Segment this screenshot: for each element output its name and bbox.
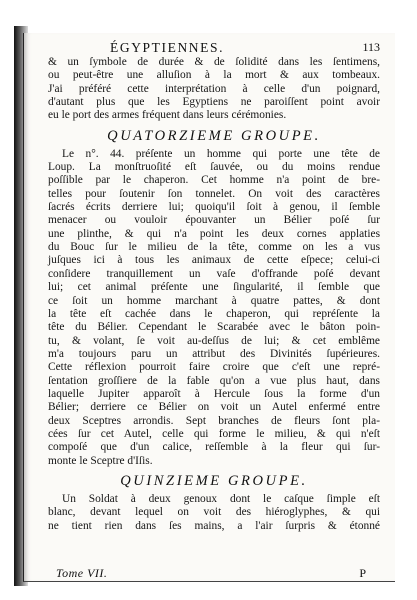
text-line: ſentation groſſiere de la fable qu'on a vue plus haut, dans <box>48 374 380 387</box>
section-heading-quinzieme: QUINZIEME GROUPE. <box>120 472 308 489</box>
text-line: eu le port des armes fréquent dans leurs cérémonies. <box>48 109 287 122</box>
text-line: telles pour ſoutenir ſon tonnelet. On voit des caractères <box>48 187 380 200</box>
text-line: Loup. La monſtruoſité eſt ſauvée, ou du moins rendue <box>48 161 380 174</box>
paragraph-quatorzieme <box>48 148 380 468</box>
section-heading-quatorzieme: QUATORZIEME GROUPE. <box>107 127 321 144</box>
text-line: & un ſymbole de durée & de ſolidité dans les ſentimens, <box>48 56 380 68</box>
text-line: tête du Bélier. Cependant le Scarabée avec le bâton poin- <box>48 321 380 334</box>
text-line: poſſible par le chaperon. Cet homme n'a point de bre- <box>48 174 380 187</box>
text-line: Cette réflexion pourroit faire croire que c'eſt une repré- <box>48 361 380 374</box>
text-line: tu, & volant, ſe voit au-deſſus de lui; & cet emblême <box>48 334 380 347</box>
volume-label: Tome VII. <box>56 566 108 580</box>
text-line: blanc, devant lequel on voit des hiéroglyphes, & qui <box>48 506 380 519</box>
page-footer <box>56 566 366 582</box>
text-line: compoſé que d'un calice, reſſemble à la fleur qui ſur- <box>48 441 380 454</box>
text-line: ſacrés écrits derriere lui; quoiqu'il ſoit à genou, il ſemble <box>48 201 380 214</box>
text-line: J'ai préféré cette interprétation à celle d'un poignard, <box>48 82 380 95</box>
signature-mark: P <box>359 566 366 580</box>
text-line: Le n°. 44. préſente un homme qui porte une tête de <box>62 147 380 160</box>
text-line: menacer ou vouloir épouvanter un Bélier poſé ſur <box>48 214 380 227</box>
text-line: la tête eſt cachée dans le chaperon, qui repréſente la <box>48 307 380 320</box>
text-line: ou peut-être une alluſion à la mort & aux tombeaux. <box>48 69 380 82</box>
text-line: Un Soldat à deux genoux dont le caſque ſimple eſt <box>62 492 380 505</box>
page-number: 113 <box>362 40 380 54</box>
text-line: m'a toujours paru un attribut des Divinités ſupérieures. <box>48 347 380 360</box>
text-line: conſidere tranquillement un vaſe d'offrande poſé devant <box>48 267 380 280</box>
text-line: du Bouc ſur le milieu de la tête, comme on les a vus <box>48 241 380 254</box>
text-line: juſques ici à tous les animaux de cette eſpece; celui-ci <box>48 254 380 267</box>
text-line: d'autant plus que les Egyptiens ne paroiſſent point avoir <box>48 96 380 109</box>
text-line: deux Sceptres arrondis. Sept branches de fleurs ſont pla- <box>48 414 380 427</box>
text-line: cées ſur cet Autel, celle qui forme le milieu, & qui n'eſt <box>48 427 380 440</box>
running-head: ÉGYPTIENNES. <box>110 40 225 55</box>
text-line: monte le Sceptre d'Iſis. <box>48 454 153 467</box>
page-header <box>60 40 380 56</box>
text-line: Bélier; derriere ce Bélier on voit un Autel enfermé entre <box>48 401 380 414</box>
text-line: une plinthe, & qui n'a point les deux cornes applaties <box>48 227 380 240</box>
paragraph-quinzieme <box>48 493 380 533</box>
paragraph-continuation <box>48 56 380 123</box>
page-body <box>48 56 380 533</box>
text-line: lui; cet animal préſente une ſingularité, il ſemble que <box>48 281 380 294</box>
text-line: ce ſoit un homme marchant à quatre pattes, & dont <box>48 294 380 307</box>
text-line: laquelle Jupiter apparoît à Hercule ſous la forme d'un <box>48 387 380 400</box>
text-line: ne tient rien dans ſes mains, a l'air ſurpris & étonné <box>48 519 380 532</box>
